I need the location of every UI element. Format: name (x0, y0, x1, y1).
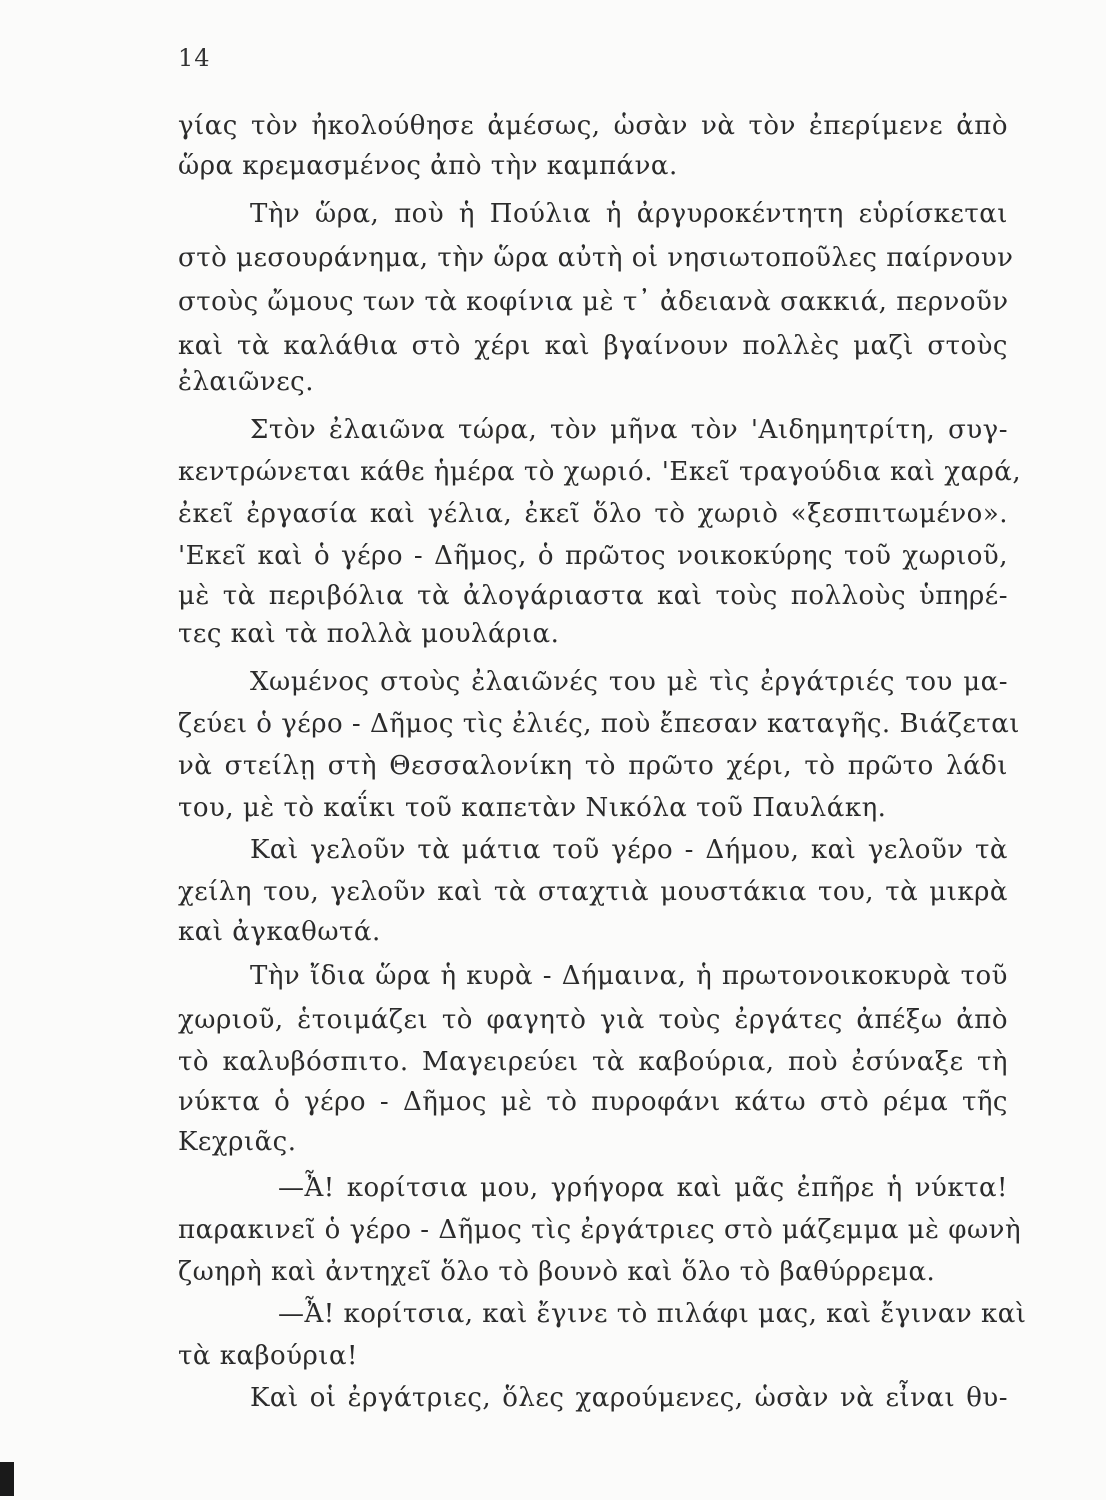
text-line: καὶ τὰ καλάθια στὸ χέρι καὶ βγαίνουν πολλὲς μαζὶ στοὺς (178, 331, 1008, 361)
text-line: Τὴν ἴδια ὥρα ἡ κυρὰ - Δήμαινα, ἡ πρωτονοικοκυρὰ τοῦ (250, 961, 1008, 991)
text-line: παρακινεῖ ὁ γέρο - Δῆμος τὶς ἐργάτριες στὸ μάζεμμα μὲ φωνὴ (178, 1215, 1022, 1245)
text-line: τὰ καβούρια! (178, 1341, 358, 1371)
text-line: ζωηρὴ καὶ ἀντηχεῖ ὅλο τὸ βουνὸ καὶ ὅλο τὸ βαθύρρεμα. (178, 1257, 936, 1287)
text-line: νὰ στείλῃ στὴ Θεσσαλονίκη τὸ πρῶτο χέρι, τὸ πρῶτο λάδι (178, 751, 1008, 781)
text-line: Καὶ οἱ ἐργάτριες, ὅλες χαρούμενες, ὡσὰν νὰ εἶναι θυ- (250, 1383, 1008, 1413)
text-line: ἐλαιῶνες. (178, 367, 314, 397)
text-line: του, μὲ τὸ καΐκι τοῦ καπετὰν Νικόλα τοῦ Παυλάκη. (178, 793, 887, 823)
text-line: ὥρα κρεμασμένος ἀπὸ τὴν καμπάνα. (178, 151, 678, 181)
page-number: 14 (178, 44, 211, 72)
text-line: Χωμένος στοὺς ἐλαιῶνές του μὲ τὶς ἐργάτριές του μα- (250, 667, 1008, 697)
text-line: ἐκεῖ ἐργασία καὶ γέλια, ἐκεῖ ὅλο τὸ χωριὸ «ξεσπιτωμένο». (178, 499, 1008, 529)
text-line: γίας τὸν ἠκολούθησε ἀμέσως, ὡσὰν νὰ τὸν ἐπερίμενε ἀπὸ (178, 111, 1008, 141)
text-line: κεντρώνεται κάθε ἡμέρα τὸ χωριό. 'Εκεῖ τραγούδια καὶ χαρά, (178, 457, 1022, 487)
text-line: Καὶ γελοῦν τὰ μάτια τοῦ γέρο - Δήμου, καὶ γελοῦν τὰ (250, 835, 1008, 865)
dialogue-line: —Ἆ! κορίτσια μου, γρήγορα καὶ μᾶς ἐπῆρε ἡ νύκτα! (278, 1173, 1008, 1203)
text-line: τες καὶ τὰ πολλὰ μουλάρια. (178, 619, 560, 649)
text-line: χωριοῦ, ἑτοιμάζει τὸ φαγητὸ γιὰ τοὺς ἐργάτες ἀπέξω ἀπὸ (178, 1005, 1008, 1035)
dialogue-line: —Ἆ! κορίτσια, καὶ ἔγινε τὸ πιλάφι μας, καὶ ἔγιναν καὶ (278, 1299, 1027, 1329)
text-line: μὲ τὰ περιβόλια τὰ ἀλογάριαστα καὶ τοὺς πολλοὺς ὑπηρέ- (178, 581, 1008, 611)
scan-edge-mark (0, 1462, 14, 1496)
text-line: 'Εκεῖ καὶ ὁ γέρο - Δῆμος, ὁ πρῶτος νοικοκύρης τοῦ χωριοῦ, (178, 541, 1008, 571)
text-line: Στὸν ἐλαιῶνα τώρα, τὸν μῆνα τὸν 'Αιδημητρίτη, συγ- (250, 415, 1008, 445)
text-line: στοὺς ὤμους των τὰ κοφίνια μὲ τ᾽ ἀδειανὰ σακκιά, περνοῦν (178, 287, 1009, 317)
text-line: καὶ ἀγκαθωτά. (178, 917, 381, 947)
text-line: ζεύει ὁ γέρο - Δῆμος τὶς ἐλιές, ποὺ ἔπεσαν καταγῆς. Βιάζεται (178, 709, 1021, 739)
text-line: στὸ μεσουράνημα, τὴν ὥρα αὐτὴ οἱ νησιωτοποῦλες παίρνουν (178, 243, 1014, 273)
text-line: Τὴν ὥρα, ποὺ ἡ Πούλια ἡ ἀργυροκέντητη εὑρίσκεται (250, 199, 1008, 229)
text-line: νύκτα ὁ γέρο - Δῆμος μὲ τὸ πυροφάνι κάτω στὸ ρέμα τῆς (178, 1087, 1008, 1117)
text-line: τὸ καλυβόσπιτο. Μαγειρεύει τὰ καβούρια, ποὺ ἐσύναξε τὴ (178, 1047, 1008, 1077)
text-line: Κεχριᾶς. (178, 1127, 297, 1157)
text-line: χείλη του, γελοῦν καὶ τὰ σταχτιὰ μουστάκια του, τὰ μικρὰ (178, 877, 1008, 907)
